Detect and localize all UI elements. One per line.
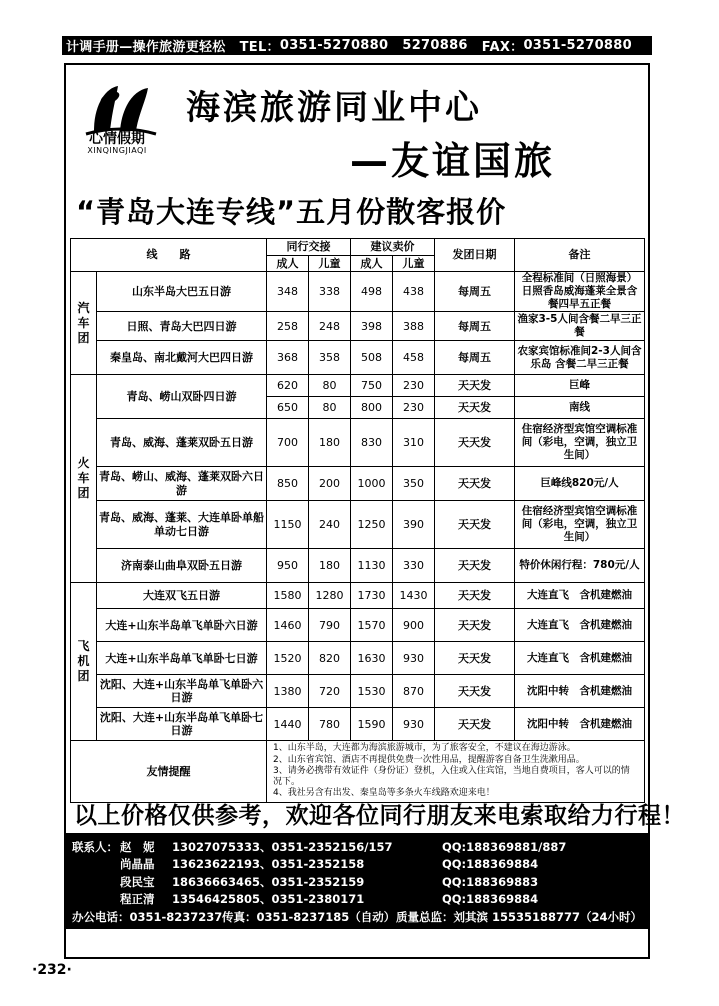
logo-pinyin: XINQINGJIAQI <box>87 146 147 155</box>
tips-title: 友情提醒 <box>146 764 191 778</box>
table-row <box>71 708 645 741</box>
price-cell: 310 <box>393 419 435 467</box>
remark-cell: 特价休闲行程：780元/人 <box>515 549 645 583</box>
remark-cell: 住宿经济型宾馆空调标准间（彩电，空调，独立卫生间） <box>515 419 645 467</box>
departure-cell: 天天发 <box>435 675 515 708</box>
route-cell: 大连+山东半岛单飞单卧七日游 <box>97 642 267 675</box>
company-title: 海滨旅游同业中心 <box>186 88 482 128</box>
price-cell: 240 <box>309 501 351 549</box>
price-cell: 80 <box>309 375 351 397</box>
contact-qq: QQ:188369881/887 <box>442 839 567 854</box>
header-suggested-price: 建议卖价 <box>351 239 435 256</box>
promo-title: “青岛大连专线”五月份散客报价 <box>76 195 507 229</box>
table-row <box>71 272 645 312</box>
table-row <box>71 642 645 675</box>
departure-cell: 天天发 <box>435 583 515 609</box>
price-cell: 1530 <box>351 675 393 708</box>
table-row <box>71 419 645 467</box>
tel-number-1: 0351-5270880 <box>279 38 389 53</box>
route-cell: 青岛、崂山、威海、蓬莱双卧六日游 <box>97 467 267 501</box>
route-cell: 大连双飞五日游 <box>97 583 267 609</box>
table-row <box>71 312 645 341</box>
tip-item: 4、我社另含有出发、秦皇岛等多条火车线路欢迎来电！ <box>273 788 495 799</box>
remark-cell: 巨峰 <box>515 375 645 397</box>
price-cell: 458 <box>393 341 435 375</box>
route-cell: 大连+山东半岛单飞单卧六日游 <box>97 609 267 642</box>
tip-item: 3、请务必携带有效证件（身份证）登机，入住或入住宾馆，当地自费项目，客人可以的情况下。 <box>273 765 630 788</box>
price-cell: 950 <box>267 549 309 583</box>
price-cell: 1460 <box>267 609 309 642</box>
price-cell: 508 <box>351 341 393 375</box>
remark-cell: 农家宾馆标准间2-3人间含乐岛 含餐二早三正餐 <box>515 341 645 375</box>
price-cell: 1380 <box>267 675 309 708</box>
price-cell: 830 <box>351 419 393 467</box>
route-cell: 日照、青岛大巴四日游 <box>97 312 267 341</box>
price-cell: 780 <box>309 708 351 741</box>
top-banner <box>62 36 652 55</box>
header-adult: 成人 <box>351 256 393 272</box>
price-cell: 338 <box>309 272 351 312</box>
tel-number-2: 5270886 <box>402 38 468 53</box>
price-cell: 1000 <box>351 467 393 501</box>
price-cell: 1250 <box>351 501 393 549</box>
contact-name: 程正清 <box>120 892 155 907</box>
price-cell: 790 <box>309 609 351 642</box>
contact-row <box>72 873 642 891</box>
contact-phones: 13623622193、0351-2352158 <box>172 857 365 872</box>
contact-row <box>72 856 642 874</box>
departure-cell: 天天发 <box>435 708 515 741</box>
departure-cell: 天天发 <box>435 501 515 549</box>
contact-label: 联系人： <box>72 839 118 854</box>
price-cell: 1580 <box>267 583 309 609</box>
tips-title-cell <box>71 741 267 802</box>
price-cell: 900 <box>393 609 435 642</box>
logo-name: 心情假期 <box>89 131 145 147</box>
tip-item: 2、山东省宾馆、酒店不再提供免费一次性用品，提醒游客自备卫生洗漱用品。 <box>273 754 585 765</box>
departure-cell: 天天发 <box>435 549 515 583</box>
tip-item: 1、山东半岛，大连都为海滨旅游城市，为了旅客安全，不建议在海边游泳。 <box>273 743 576 754</box>
route-cell: 秦皇岛、南北戴河大巴四日游 <box>97 341 267 375</box>
price-cell: 1630 <box>351 642 393 675</box>
price-cell: 650 <box>267 397 309 419</box>
price-cell: 398 <box>351 312 393 341</box>
price-table <box>70 238 645 803</box>
price-cell: 230 <box>393 397 435 419</box>
office-fax: 传真：0351-8237185（自动） <box>222 909 396 924</box>
remark-cell: 大连直飞 含机建燃油 <box>515 642 645 675</box>
departure-cell: 每周五 <box>435 341 515 375</box>
departure-cell: 天天发 <box>435 642 515 675</box>
contact-qq: QQ:188369884 <box>442 857 539 872</box>
table-row <box>71 467 645 501</box>
departure-cell: 每周五 <box>435 272 515 312</box>
price-cell: 1570 <box>351 609 393 642</box>
fax-label: FAX： <box>481 40 524 55</box>
remark-cell: 大连直飞 含机建燃油 <box>515 583 645 609</box>
price-cell: 700 <box>267 419 309 467</box>
tel-label: TEL： <box>239 40 280 55</box>
price-cell: 800 <box>351 397 393 419</box>
header-trade-price: 同行交接 <box>267 239 351 256</box>
price-cell: 1590 <box>351 708 393 741</box>
price-cell: 1730 <box>351 583 393 609</box>
remark-cell: 沈阳中转 含机建燃油 <box>515 708 645 741</box>
table-row <box>71 549 645 583</box>
departure-cell: 天天发 <box>435 419 515 467</box>
category-train: 火车团 <box>71 375 97 583</box>
header-child: 儿童 <box>309 256 351 272</box>
price-cell: 870 <box>393 675 435 708</box>
page-number: ·232· <box>32 962 72 978</box>
header-departure: 发团日期 <box>435 239 515 272</box>
agency-title: —友谊国旅 <box>350 139 556 183</box>
price-cell: 620 <box>267 375 309 397</box>
price-cell: 80 <box>309 397 351 419</box>
price-cell: 258 <box>267 312 309 341</box>
contact-phones: 18636663465、0351-2352159 <box>172 874 365 889</box>
contact-name: 尚晶晶 <box>120 857 155 872</box>
price-cell: 348 <box>267 272 309 312</box>
remark-cell: 住宿经济型宾馆空调标准间（彩电，空调，独立卫生间） <box>515 501 645 549</box>
reference-banner: 以上价格仅供参考，欢迎各位同行朋友来电索取给力行程！ <box>74 803 685 829</box>
price-cell: 390 <box>393 501 435 549</box>
remark-cell: 大连直飞 含机建燃油 <box>515 609 645 642</box>
slogan: 计调手册—操作旅游更轻松 <box>66 40 226 55</box>
price-cell: 358 <box>309 341 351 375</box>
route-cell: 青岛、崂山双卧四日游 <box>97 375 267 419</box>
header-row <box>71 239 645 256</box>
office-row <box>72 908 642 926</box>
remark-cell: 南线 <box>515 397 645 419</box>
price-cell: 1130 <box>351 549 393 583</box>
contact-qq: QQ:188369883 <box>442 874 539 889</box>
route-cell: 沈阳、大连+山东半岛单飞单卧六日游 <box>97 675 267 708</box>
price-cell: 820 <box>309 642 351 675</box>
table-row <box>71 341 645 375</box>
route-cell: 青岛、威海、蓬莱双卧五日游 <box>97 419 267 467</box>
quality-supervisor: 质量总监：刘其滨 15535188777（24小时） <box>395 909 642 924</box>
route-cell: 青岛、威海、蓬莱、大连单卧单船单动七日游 <box>97 501 267 549</box>
route-cell: 济南泰山曲阜双卧五日游 <box>97 549 267 583</box>
table-row <box>71 675 645 708</box>
contact-row <box>72 891 642 909</box>
office-phone: 办公电话：0351-8237237 <box>72 909 223 924</box>
table-row <box>71 583 645 609</box>
header-route: 线 路 <box>71 239 267 272</box>
price-cell: 1440 <box>267 708 309 741</box>
category-bus: 汽车团 <box>71 272 97 375</box>
departure-cell: 每周五 <box>435 312 515 341</box>
contact-name: 段民宝 <box>120 874 155 889</box>
price-cell: 930 <box>393 642 435 675</box>
contact-box <box>66 833 648 929</box>
remark-cell: 渔家3-5人间含餐二早三正餐 <box>515 312 645 341</box>
departure-cell: 天天发 <box>435 609 515 642</box>
price-cell: 350 <box>393 467 435 501</box>
table-row <box>71 501 645 549</box>
contact-row <box>72 838 642 856</box>
price-cell: 200 <box>309 467 351 501</box>
header-child: 儿童 <box>393 256 435 272</box>
contact-name: 赵 妮 <box>120 839 155 854</box>
remark-cell: 沈阳中转 含机建燃油 <box>515 675 645 708</box>
price-cell: 1280 <box>309 583 351 609</box>
price-cell: 1150 <box>267 501 309 549</box>
price-cell: 750 <box>351 375 393 397</box>
fax-number: 0351-5270880 <box>523 38 632 53</box>
contact-phones: 13546425805、0351-2380171 <box>172 892 365 907</box>
remark-cell: 全程标准间（日照海景）日照香岛威海蓬莱全景含餐四早五正餐 <box>515 272 645 312</box>
departure-cell: 天天发 <box>435 397 515 419</box>
table-row <box>71 609 645 642</box>
price-cell: 930 <box>393 708 435 741</box>
price-cell: 248 <box>309 312 351 341</box>
route-cell: 沈阳、大连+山东半岛单飞单卧七日游 <box>97 708 267 741</box>
price-cell: 1520 <box>267 642 309 675</box>
price-cell: 850 <box>267 467 309 501</box>
header-remarks: 备注 <box>515 239 645 272</box>
departure-cell: 天天发 <box>435 375 515 397</box>
price-cell: 230 <box>393 375 435 397</box>
contact-qq: QQ:188369884 <box>442 892 539 907</box>
price-cell: 498 <box>351 272 393 312</box>
remark-cell: 巨峰线820元/人 <box>515 467 645 501</box>
departure-cell: 天天发 <box>435 467 515 501</box>
price-cell: 180 <box>309 549 351 583</box>
category-flight: 飞机团 <box>71 583 97 741</box>
price-cell: 368 <box>267 341 309 375</box>
tips-row <box>71 741 645 802</box>
price-cell: 1430 <box>393 583 435 609</box>
header-adult: 成人 <box>267 256 309 272</box>
route-cell: 山东半岛大巴五日游 <box>97 272 267 312</box>
price-cell: 330 <box>393 549 435 583</box>
table-row <box>71 375 645 397</box>
price-cell: 720 <box>309 675 351 708</box>
contact-phones: 13027075333、0351-2352156/157 <box>172 839 393 854</box>
price-cell: 388 <box>393 312 435 341</box>
price-cell: 438 <box>393 272 435 312</box>
price-cell: 180 <box>309 419 351 467</box>
tips-content <box>267 741 645 802</box>
